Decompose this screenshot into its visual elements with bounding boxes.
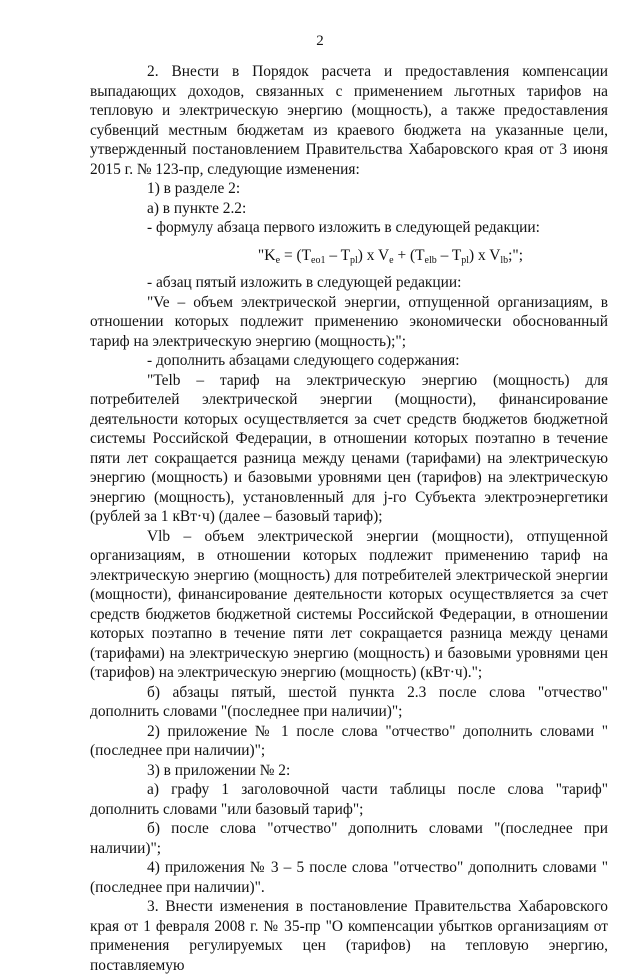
paragraph-ve-definition: "Ve – объем электрической энергии, отпущенной организациям, в отношении которых подлежит применению экономически обоснованный тариф на электрическую энергию (мощность);";: [90, 293, 608, 350]
paragraph-subitem-3a: а) графу 1 заголовочной части таблицы после слова "тариф" дополнить словами "или базовый тариф";: [90, 781, 608, 818]
formula-v1-sub: e: [389, 254, 394, 266]
formula-t1-sub: eo1: [311, 254, 326, 266]
paragraph-add-intro: - дополнить абзацами следующего содержания:: [147, 352, 460, 369]
paragraph-item-3: 3. Внести изменения в постановление Правительства Хабаровского края от 1 февраля 2008 г. № 35-пр "О компенсации убытков организациям от применения регулируемых цен (тарифов) на тепловую энергию, поставляемую: [90, 898, 608, 974]
paragraph-subitem-2: 2) приложение № 1 после слова "отчество" дополнить словами "(последнее при наличии)";: [90, 722, 608, 759]
formula-mid2: ) x V: [469, 246, 501, 264]
paragraph-formula-intro: - формулу абзаца первого изложить в следующей редакции:: [147, 219, 540, 236]
formula-v2-sub: lb: [500, 254, 509, 266]
paragraph-subitem-4: 4) приложения № 3 – 5 после слова "отчество" дополнить словами "(последнее при наличии)".: [90, 859, 608, 896]
paragraph-subitem-1: 1) в разделе 2:: [147, 180, 241, 197]
page-number: 2: [316, 33, 324, 49]
formula: [90, 246, 608, 266]
document-body: [90, 62, 608, 975]
paragraph-telb-definition: "Telb – тариф на электрическую энергию (мощность) для потребителей электрической энергии (мощности), финансирование деятельности которых осуществляется за счет средств бюджетов бюджетной системы Российской Федерации, в отношении которых поэтапно в течение пяти лет сокращается разница между ценами (тарифами) на электрическую энергию (мощность) и базовыми уровнями цен (тарифов) на электрическую энергию (мощность), установленный для j-го Субъекта электроэнергетики (рублей за 1 кВт·ч) (далее – базовый тариф);: [90, 371, 608, 525]
paragraph-abz5-intro: - абзац пятый изложить в следующей редакции:: [147, 274, 462, 291]
paragraph-subitem-1b: б) абзацы пятый, шестой пункта 2.3 после слова "отчество" дополнить словами "(последнее при наличии)";: [90, 683, 608, 720]
formula-plus: + (T: [393, 246, 425, 264]
paragraph-item-2: 2. Внести в Порядок расчета и предоставления компенсации выпадающих доходов, связанных с применением льготных тарифов на тепловую и электрическую энергию (мощность), а также предоставления субвенций местным бюджетам из краевого бюджета на указанные цели, утвержденный постановлением Правительства Хабаровского края от 3 июня 2015 г. № 123-пр, следующие изменения:: [90, 63, 608, 178]
formula-minus2: – T: [436, 246, 462, 264]
formula-eq: = (T: [280, 246, 312, 264]
paragraph-subitem-3b: б) после слова "отчество" дополнить словами "(последнее при наличии)";: [90, 820, 608, 857]
paragraph-vlb-definition: Vlb – объем электрической энергии (мощности), отпущенной организациям, в отношении которых подлежит применению тариф на электрическую энергию (мощность) для потребителей электрической энергии (мощности), финансирование деятельности которых осуществляется за счет средств бюджетов бюджетной системы Российской Федерации, в отношении которых поэтапно в течение пяти лет сокращается разница между ценами (тарифами) на электрическую энергию (мощность) и базовыми уровнями цен (тарифов) на электрическую энергию (мощность) (кВт·ч).";: [90, 527, 608, 681]
formula-tp2-sub: pl: [461, 254, 470, 266]
formula-open-quote: ": [257, 246, 265, 264]
paragraph-subitem-3: 3) в приложении № 2:: [147, 761, 291, 779]
formula-end: ;";: [508, 246, 523, 264]
formula-k-sub: e: [275, 254, 281, 266]
formula-tp1-sub: pl: [350, 254, 358, 266]
formula-minus1: – T: [325, 246, 350, 264]
paragraph-subitem-1a: а) в пункте 2.2:: [147, 199, 247, 217]
formula-t2-sub: elb: [424, 254, 437, 266]
formula-mid1: ) x V: [357, 246, 390, 264]
formula-k: K: [264, 246, 276, 264]
